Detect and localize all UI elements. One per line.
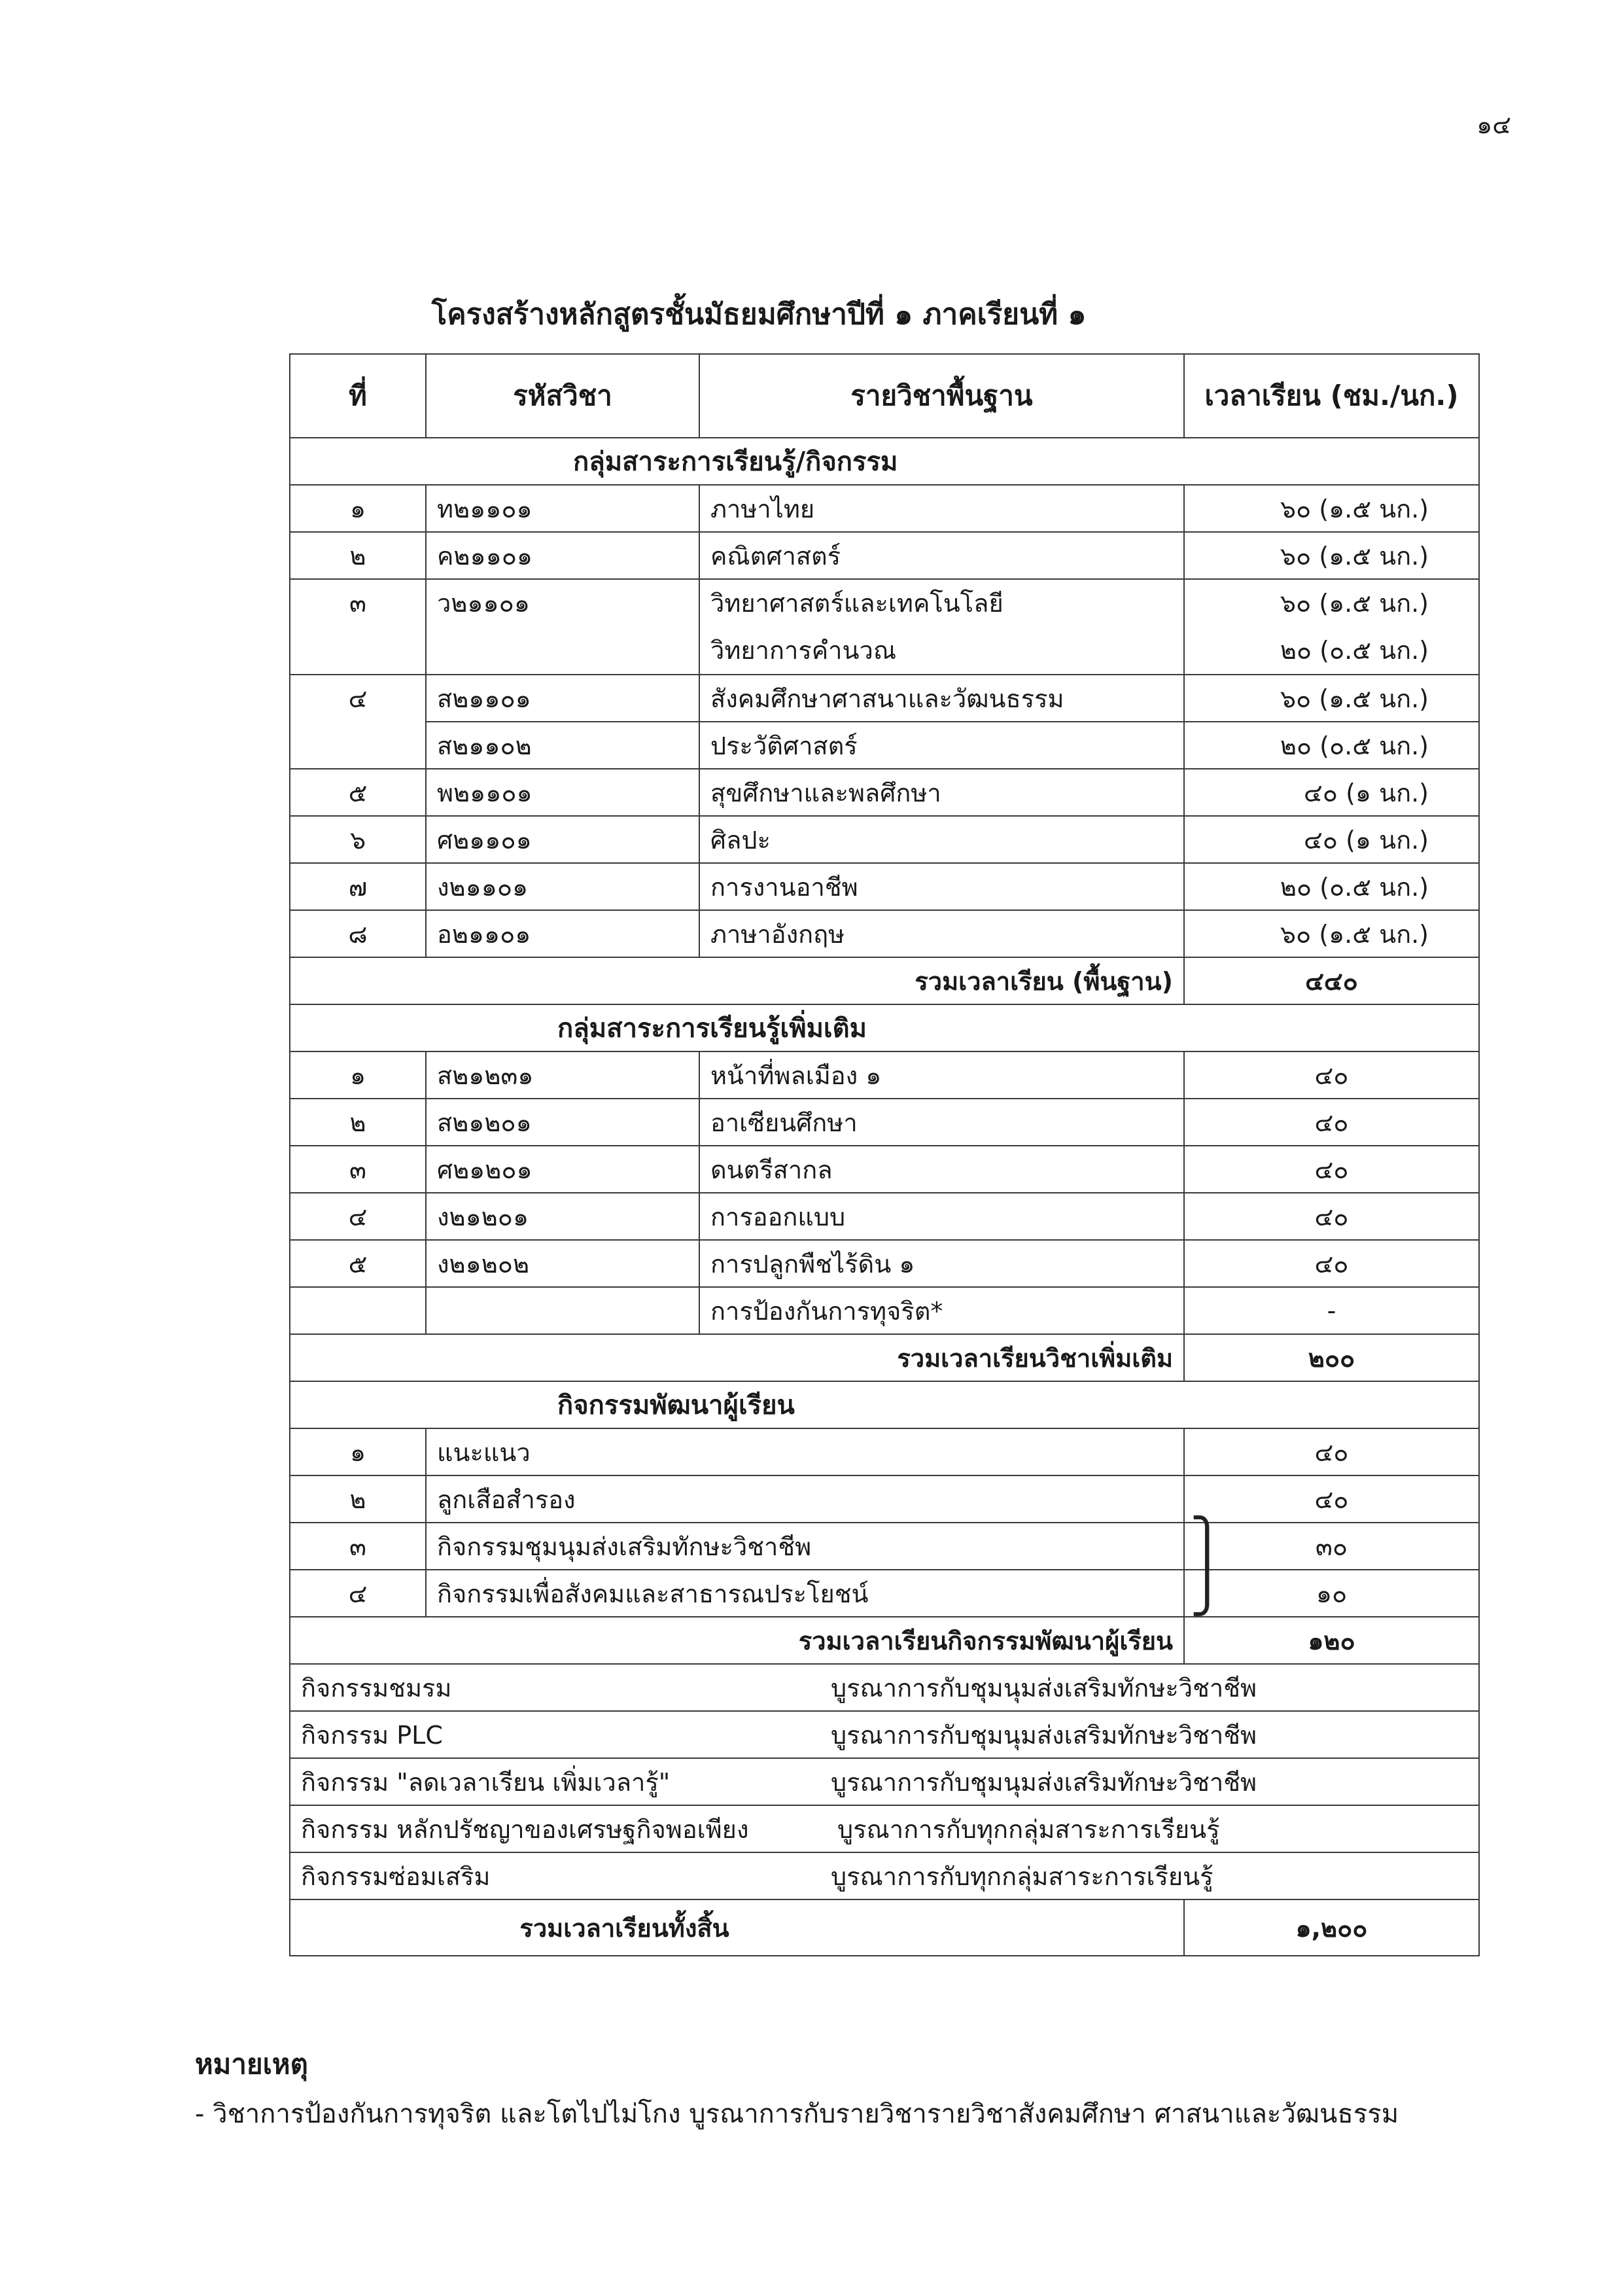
integrated-name: กิจกรรม "ลดเวลาเรียน เพิ่มเวลารู้" [290, 1758, 699, 1805]
group-heading-additional: กลุ่มสาระการเรียนรู้เพิ่มเติม [290, 1004, 1479, 1051]
group-heading-activities: กิจกรรมพัฒนาผู้เรียน [290, 1381, 1479, 1428]
row-code: ง๒๑๑๐๑ [426, 863, 699, 910]
document-title: โครงสร้างหลักสูตรชั้นมัธยมศึกษาปีที่ ๑ ภาคเรียนที่ ๑ [431, 298, 1087, 331]
header-code: รหัสวิชา [426, 354, 699, 438]
row-hours: ๔๐ [1184, 1099, 1479, 1146]
row-hours: ๖๐ (๑.๕ นก.) [1184, 675, 1479, 722]
row-hours: - [1184, 1287, 1479, 1334]
row-code [426, 1287, 699, 1334]
row-code: ส๒๑๒๓๑ [426, 1051, 699, 1099]
row-no [290, 722, 426, 769]
row-no [290, 1287, 426, 1334]
table-header-row [290, 354, 1479, 438]
row-subject [699, 579, 1184, 675]
row-hours: ๔๐ [1184, 1428, 1479, 1475]
row-code: ส๒๑๒๐๑ [426, 1099, 699, 1146]
row-hours-line2: ๒๐ (๐.๕ นก.) [1280, 636, 1429, 665]
row-subject: ภาษาไทย [699, 485, 1184, 532]
table-row [290, 1428, 1479, 1475]
row-code: อ๒๑๑๐๑ [426, 910, 699, 957]
integrated-note: บูรณาการกับทุกกลุ่มสาระการเรียนรู้ [699, 1805, 1479, 1852]
table-row [290, 1146, 1479, 1193]
row-subject: คณิตศาสตร์ [699, 532, 1184, 579]
row-hours: ๔๐ [1184, 1193, 1479, 1240]
table-row [290, 579, 1479, 675]
row-no: ๓ [290, 1146, 426, 1193]
row-code: ศ๒๑๑๐๑ [426, 816, 699, 863]
row-subject: สังคมศึกษาศาสนาและวัฒนธรรม [699, 675, 1184, 722]
table-row [290, 1287, 1479, 1334]
table-row [290, 1240, 1479, 1287]
row-subject: ภาษาอังกฤษ [699, 910, 1184, 957]
row-code: ส๒๑๑๐๑ [426, 675, 699, 722]
table-row [290, 1099, 1479, 1146]
integrated-name: กิจกรรมซ่อมเสริม [290, 1852, 699, 1899]
subtotal-activities-value: ๑๒๐ [1184, 1617, 1479, 1664]
group-heading-row [290, 438, 1479, 485]
row-no: ๖ [290, 816, 426, 863]
row-hours: ๒๐ (๐.๕ นก.) [1184, 722, 1479, 769]
row-subject: ประวัติศาสตร์ [699, 722, 1184, 769]
row-subject: การออกแบบ [699, 1193, 1184, 1240]
table-row [290, 485, 1479, 532]
row-subject: การป้องกันการทุจริต* [699, 1287, 1184, 1334]
row-code [426, 579, 699, 675]
row-no: ๒ [290, 532, 426, 579]
row-activity: ลูกเสือสำรอง [426, 1475, 1184, 1523]
row-code: พ๒๑๑๐๑ [426, 769, 699, 816]
subtotal-basic-label: รวมเวลาเรียน (พื้นฐาน) [290, 957, 1184, 1004]
header-hours: เวลาเรียน (ชม./นก.) [1184, 354, 1479, 438]
row-hours-line1: ๖๐ (๑.๕ นก.) [1280, 589, 1429, 618]
subtotal-additional-value: ๒๐๐ [1184, 1334, 1479, 1381]
integrated-note: บูรณาการกับชุมนุมส่งเสริมทักษะวิชาชีพ [699, 1758, 1479, 1805]
row-code-text: ว๒๑๑๐๑ [437, 589, 530, 618]
subtotal-activities-label: รวมเวลาเรียนกิจกรรมพัฒนาผู้เรียน [290, 1617, 1184, 1664]
row-hours: ๖๐ (๑.๕ นก.) [1184, 910, 1479, 957]
row-hours: ๔๐ [1184, 1146, 1479, 1193]
row-subject-line2: วิทยาการคำนวณ [710, 636, 897, 665]
group-heading-basic: กลุ่มสาระการเรียนรู้/กิจกรรม [290, 438, 1479, 485]
row-subject: การปลูกพืชไร้ดิน ๑ [699, 1240, 1184, 1287]
integrated-row [290, 1664, 1479, 1711]
row-hours: ๔๐ [1184, 1051, 1479, 1099]
table-row [290, 1475, 1479, 1523]
group-heading-row [290, 1381, 1479, 1428]
table-row [290, 769, 1479, 816]
table-row [290, 910, 1479, 957]
row-no: ๒ [290, 1475, 426, 1523]
row-subject: การงานอาชีพ [699, 863, 1184, 910]
row-no: ๕ [290, 1240, 426, 1287]
grand-total-label: รวมเวลาเรียนทั้งสิ้น [290, 1899, 1184, 1956]
integrated-row [290, 1711, 1479, 1758]
row-no: ๒ [290, 1099, 426, 1146]
integrated-note: บูรณาการกับทุกกลุ่มสาระการเรียนรู้ [699, 1852, 1479, 1899]
integrated-row [290, 1758, 1479, 1805]
subtotal-row [290, 957, 1479, 1004]
row-activity: กิจกรรมเพื่อสังคมและสาธารณประโยชน์ [426, 1570, 1184, 1617]
row-subject: อาเซียนศึกษา [699, 1099, 1184, 1146]
row-no: ๔ [290, 1193, 426, 1240]
table-row [290, 863, 1479, 910]
row-hours [1184, 579, 1479, 675]
table-row [290, 722, 1479, 769]
row-no: ๔ [290, 1570, 426, 1617]
integrated-name: กิจกรรม PLC [290, 1711, 699, 1758]
row-hours: ๖๐ (๑.๕ นก.) [1184, 485, 1479, 532]
row-subject: ดนตรีสากล [699, 1146, 1184, 1193]
page-number: ๑๔ [1476, 111, 1511, 139]
row-activity: กิจกรรมชุมนุมส่งเสริมทักษะวิชาชีพ [426, 1523, 1184, 1570]
row-hours [1184, 1515, 1479, 1570]
row-code: ค๒๑๑๐๑ [426, 532, 699, 579]
row-no: ๑ [290, 1428, 426, 1475]
row-hours: ๔๐ (๑ นก.) [1184, 769, 1479, 816]
table-row [290, 1523, 1479, 1570]
row-hours-value: ๓๐ [1315, 1532, 1348, 1561]
integrated-name: กิจกรรม หลักปรัชญาของเศรษฐกิจพอเพียง [290, 1805, 699, 1852]
row-hours: ๖๐ (๑.๕ นก.) [1184, 532, 1479, 579]
notes-title: หมายเหตุ [195, 2048, 308, 2080]
row-hours: ๔๐ (๑ นก.) [1184, 816, 1479, 863]
table-row [290, 1051, 1479, 1099]
integrated-row [290, 1805, 1479, 1852]
grand-total-row [290, 1899, 1479, 1956]
row-hours: ๔๐ [1184, 1475, 1479, 1523]
table-row [290, 1570, 1479, 1617]
table-row [290, 1193, 1479, 1240]
table-row [290, 816, 1479, 863]
integrated-note: บูรณาการกับชุมนุมส่งเสริมทักษะวิชาชีพ [699, 1711, 1479, 1758]
table-row [290, 675, 1479, 722]
row-hours: ๒๐ (๐.๕ นก.) [1184, 863, 1479, 910]
row-no: ๑ [290, 1051, 426, 1099]
row-code: ส๒๑๑๐๒ [426, 722, 699, 769]
integrated-row [290, 1852, 1479, 1899]
row-no: ๔ [290, 675, 426, 722]
subtotal-additional-label: รวมเวลาเรียนวิชาเพิ่มเติม [290, 1334, 1184, 1381]
header-no: ที่ [290, 354, 426, 438]
row-code: ง๒๑๒๐๒ [426, 1240, 699, 1287]
row-no: ๕ [290, 769, 426, 816]
row-activity: แนะแนว [426, 1428, 1184, 1475]
table-row [290, 532, 1479, 579]
row-no [290, 579, 426, 675]
row-no: ๘ [290, 910, 426, 957]
row-hours [1184, 1563, 1479, 1617]
row-hours-value: ๑๐ [1316, 1579, 1348, 1608]
group-heading-row [290, 1004, 1479, 1051]
subtotal-basic-value: ๔๔๐ [1184, 957, 1479, 1004]
row-no: ๑ [290, 485, 426, 532]
row-subject: หน้าที่พลเมือง ๑ [699, 1051, 1184, 1099]
integrated-name: กิจกรรมชมรม [290, 1664, 699, 1711]
row-subject: ศิลปะ [699, 816, 1184, 863]
curriculum-table [289, 353, 1480, 1956]
grand-total-value: ๑,๒๐๐ [1184, 1899, 1479, 1956]
row-subject-line1: วิทยาศาสตร์และเทคโนโลยี [710, 589, 1003, 618]
row-subject: สุขศึกษาและพลศึกษา [699, 769, 1184, 816]
row-code: ง๒๑๒๐๑ [426, 1193, 699, 1240]
brace-mark: ⎫ [1190, 1515, 1225, 1569]
header-subject: รายวิชาพื้นฐาน [699, 354, 1184, 438]
integrated-note: บูรณาการกับชุมนุมส่งเสริมทักษะวิชาชีพ [699, 1664, 1479, 1711]
row-code: ท๒๑๑๐๑ [426, 485, 699, 532]
row-no: ๗ [290, 863, 426, 910]
subtotal-row [290, 1617, 1479, 1664]
row-hours: ๔๐ [1184, 1240, 1479, 1287]
row-no-text: ๓ [349, 589, 366, 618]
notes-text: - วิชาการป้องกันการทุจริต และโตไปไม่โกง บูรณาการกับรายวิชารายวิชาสังคมศึกษา ศาสนาและวัฒนธรรม [195, 2099, 1399, 2129]
subtotal-row [290, 1334, 1479, 1381]
row-code: ศ๒๑๒๐๑ [426, 1146, 699, 1193]
brace-mark: ⎭ [1190, 1563, 1225, 1616]
row-no: ๓ [290, 1523, 426, 1570]
